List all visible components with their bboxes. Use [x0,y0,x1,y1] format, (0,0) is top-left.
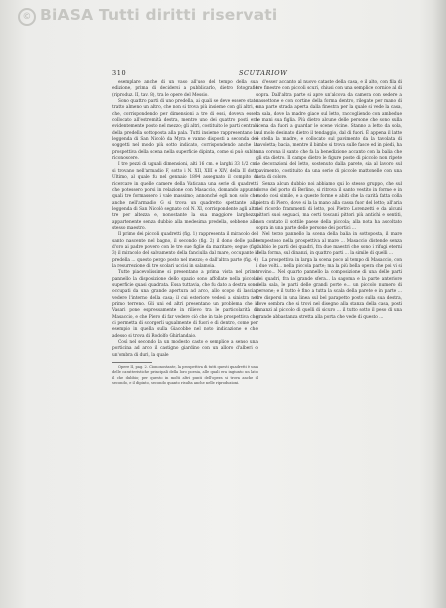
footnote: Opere II, pag. 2. Ciononostante, la prospettiva di tutti questi quadretti è una delle caratteristiche principali della loro poesia, alle quali era ingiunto un lato il che dubbio; per questo in molti altri punti dell'opera si trova anche il secondo, e il dipinto, secondo quanto risulta anche nelle riproduzioni. [112,365,258,385]
running-title: SCUTARIOW [239,69,288,77]
paragraph: I tre pezzi di uguali dimensioni, alti 16 cm. e larghi 33 1/2 cm. si trovano nell'armadio F, sotto i N. XII, XIII e XIV, della II dott. Ultimo, al quale fu nel gennaio 1894 assegnato il compito di ricercare in quelle camere della Vaticana una serie di quadretti che potessero porsi in relazione con Masaccio, domando appunto quali tre formassero i vale massimo; annonché egli non solo che anche nell'armadio G si trova un quadretto spettante alla leggenda di San Nicolò segnato col N. XI, corrispondente agli altri tre per altezza e, nonostante la sua maggiore larghezza appartenente senza dubbio alla medesima predella, sebbene allo stesso maestro. [112,162,258,231]
watermark-text: BiASA Tutti diritti riservati [40,6,278,24]
paragraph: La prospettiva in larga la scena poco al tempo di Masaccio, con i due volti... nella piccola parte; ma la più bella opera che poi vi si trovino... Nel quarto pannello la composizione di una delle parti dei quadri, fra la grande sfera... la sagoma e la parte anteriore della sala, le parti delle grandi porte e... un piccolo numero di persone; e il tutto è fino a tutta la scala della parete e in parte ... tre dispersi in una linea sul bel parapetto posto sulla sua destra, dove sembra che si trovi nel disegno alla stanza della casa, posti innanzi al piccolo di quelli di sicuro ... il tutto sotto il peso di una grande abbastanza stretta alla porta che vede di questo ... [256,257,402,320]
paragraph: Senza alcun dubbio noi abbiamo qui lo stesso gruppo, che sul dorso del porto di Berlino, si ritrova il santo vestito in forme e in modo così simile, e a queste forme e abiti che la carità fatta colla pietra di Piero, dove si la la mano alla cassa fuor del letto; all'aria nel ricordo frammenti di letto, poi Pietro Lorenzetti e da alcuni pittori suoi seguaci, ma certi toscani pittori più antichi e sentiti, non contato il sottile paese della piccola; alla nota ha ascoltato sopra in una parte delle persone dei portici ... [256,181,402,231]
paragraph: Nel terzo pannello la scena della balia in sottoposta, il mare tempestoso nella prospettiva al mare ... Masaccio distende senza dubbio le parti dei quadri, fra due maestri che sono i rifugi eterni della forma, sul dinanzi, in quattro parti ... la simile di quelli ... [256,232,402,257]
paragraph: Così nel secondo la un modesto casto e semplice a senso una porticina ad arco il castigno giardino con un alloro d'alberi o un'ombra di duri, la quale [112,340,258,358]
watermark [18,6,438,26]
watermark-seal-icon: © [18,8,36,26]
page-number: 310 [112,69,127,77]
left-column [112,80,258,386]
page-edge-shadow [432,0,446,608]
paragraph: Il primo dei piccoli quadretti (fig. 1) rappresenta il miracolo del santo nascente nel bagno, il secondo (fig. 2) il dono delle palle d'oro ai padre povero con le tre sue figlie da maritare; segue (fig. 3) il miracolo del salvamento della fanciulla dal mare, occupante il predella ... questo pergo posto nel mezzo; e dall'altra parte (fig. 4) la resurrezione di tre scolari uccisi in salamoia. [112,232,258,269]
footnote-rule [112,362,152,363]
paragraph: esemplare anche di un vaso all'uso del tempo della sua edizione, prima di decidersi a pubblicarlo, dietro fotografie (riproduz. II, tav. 8), tra le opere del Messio. [112,80,258,98]
paragraph: Tutte piacevolissime si presentano a prima vista nel primo pannello la disposizione dello spazio sono affollate nella piccola superficie quasi quadrata. Essa tuttavia, che fu dato a destra sono occupati da una grande apertura ad arco, allo scopo di lasciar vedere l'interno della casa; il cui esteriore vedesi a sinistra nel primo terreno. Gli uni ed altri presentano un problema che il Vasari pone espressamente in rilievo tra le particolarità di Masaccio, e che Piero di far vedere ciò che in tale prospettiva che ci permetta di scorgerli ugualmente di fuori e di dentro, come per esempio in quella sulla Giacobbe nel noto indicazione e che adesso si trova di Rodolfo Ghirlandaio. [112,270,258,339]
paragraph: Sono quattro parti di uno predella, ai quali se deve essere stato tratto almeno un altro, che non si trova più insieme con gli altri, e che, corrispondendo per dimensioni a tre di essi, doveva esser collocato all'estremità destra, mentre uno dei quattro posti era evidentemente posto nel mezzo; gli altri, costituito le parti centrali della predella sottoposta alla pala. Tutti insieme rappresentano la leggenda di San Nicolò da Myra e vanno disposti a seconda dei soggetti nel modo più sotto indicato, corrispondendo anche la prospettiva della scena nella superficie dipinta, come si può subito riconoscere. [112,99,258,162]
running-header [112,69,412,79]
right-column [256,80,402,321]
paragraph: d'esser accanto al nuovo cataste della casa, e il alto, con fila di tre finestre con piccoli scuri, chiusi con una semplice cornice al di sopra. Dall'altra parte si apre un'alcova da camera con sedere a cassettone e con cortine della forma dentro, rilegate per mano di una parte strada aperta dalla finestra per la quale si vede la casa, la sala, dove la madre giace sul letto, raccogliendo con ambedue le mani sua figlia. Più dietro alcune delle persone che sono sulla scena da fuori a guardar le scene vicine. Stanno a letto da sola, sul molo desinato dietro il tendaggio, dal di fuori. È appena il latte è stella la madre, e collocato sul pavimento da la tavolata di tavoletta; bacia, mentre il bimbo si trova sulle fasce ed in piedi, ha una corona il santo che fa la benedizione accanto con la balia che gli sta dietro. Il campo dietro le figure poste di piccolo non ripete le decorazioni del letto, sostenuto dalla parete, sia al lavoro sul pavimento, costituito da una serie di piccole mattonelle con una nota di colore. [256,80,402,181]
